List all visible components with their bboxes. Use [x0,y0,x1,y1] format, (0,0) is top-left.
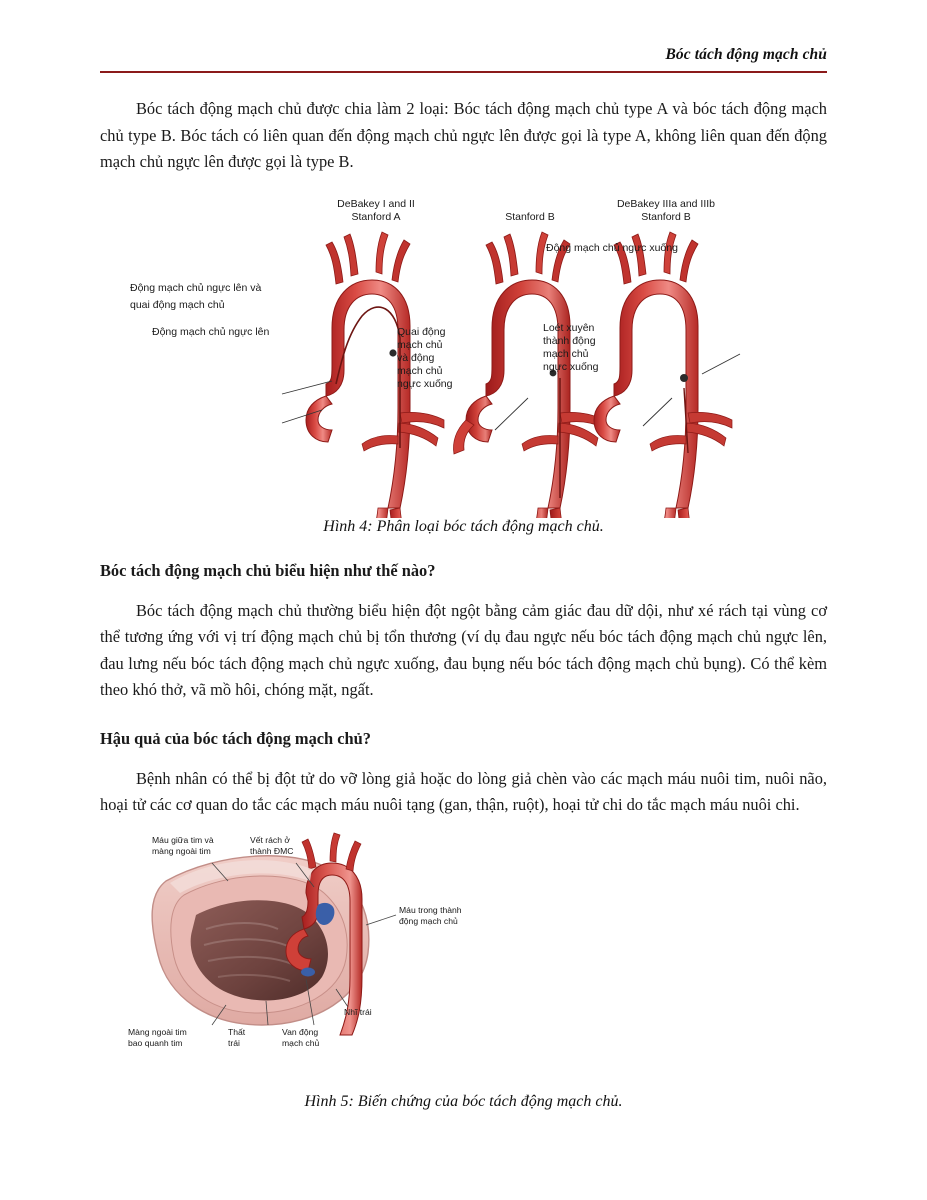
figure-4 [100,198,827,518]
figure-4-label-right [543,322,613,374]
figure-4-title-2-line2: Stanford B [505,210,555,223]
figure-5-label-1b: màng ngoài tim [152,845,211,856]
header-title: Bóc tách động mạch chủ [665,46,827,63]
figure-4-label-right-4: ngực xuống [543,360,599,373]
figure-4-label-mid-1: Quai động [397,325,446,338]
figure-4-label-mid-4: mạch chủ [397,364,443,377]
figure-5-label-aortic-valve [282,1027,352,1049]
figure-5-label-1a: Máu giữa tim và [152,834,214,845]
figure-4-label-right-2: thành động [543,334,596,347]
figure-4-title-1 [306,198,446,224]
figure-5-label-blood-pericardium [152,835,247,857]
paragraph-symptoms: Bóc tách động mạch chủ thường biểu hiện đột ngột bằng cảm giác đau dữ dội, như xé rách tại vùng cơ thể tương ứng với vị trí động mạch chủ bị tổn thương (ví dụ đau ngực nếu bóc tách động mạch chủ ngực lên, đau lưng nếu bóc tách động mạch chủ ngực xuống, đau bụng nếu bóc tách động mạch chủ bụng). Có thể kèm theo khó thở, vã mồ hôi, chóng mặt, ngất. [100,600,827,699]
figure-5-label-tear [250,835,330,857]
figure-4-label-mid-2: mạch chủ [397,338,443,351]
figure-5-label-3a: Máu trong thành [399,904,462,915]
paragraph-consequences: Bệnh nhân có thể bị đột tử do vỡ lòng giả hoặc do lòng giả chèn vào các mạch máu nuôi tim, nuôi não, hoại tử các cơ quan do tắc các mạch máu nuôi tạng (gan, thận, ruột), hoại tử chi do tắc mạch máu nuôi chi. [100,768,827,814]
figure-5-label-3b: động mạch chủ [399,915,458,926]
figure-4-caption: Hình 4: Phân loại bóc tách động mạch chủ. [323,517,604,535]
figure-5-label-2a: Vết rách ở [250,834,291,845]
figure-5-label-left-ventricle [228,1027,268,1049]
subheading-consequences: Hậu quả của bóc tách động mạch chủ? [100,728,371,748]
figure-4-label-left-2 [130,299,290,312]
figure-5-label-left-atrium [344,1007,404,1018]
figure-5-caption: Hình 5: Biến chứng của bóc tách động mạch chủ. [304,1092,623,1110]
figure-5-label-6b: mạch chủ [282,1037,320,1048]
figure-5-label-4b: bao quanh tim [128,1037,183,1048]
figure-5-label-4a: Màng ngoài tim [128,1026,187,1037]
figure-4-label-mid-5: ngực xuống [397,377,453,390]
page-header [100,46,827,80]
figure-5 [100,829,827,1079]
figure-4-title-1-line1: DeBakey I and II [337,197,415,210]
figure-4-label-mid-3: và động [397,351,435,364]
figure-4-title-2 [470,211,590,224]
figure-4-title-3-line2: Stanford B [641,210,691,223]
figure-4-label-left-1 [130,282,290,295]
figure-5-label-5b: trái [228,1037,240,1048]
figure-4-label-right-3: mạch chủ [543,347,589,360]
figure-4-label-right-1: Loét xuyên [543,321,595,334]
subheading-symptoms: Bóc tách động mạch chủ biểu hiện như thế nào? [100,560,436,580]
paragraph-intro: Bóc tách động mạch chủ được chia làm 2 loại: Bóc tách động mạch chủ type A và bóc tách động mạch chủ type B. Bóc tách có liên quan đến động mạch chủ ngực lên được gọi là type A, không liên quan đến động mạch chủ ngực lên được gọi là type B. [100,99,827,171]
figure-5-label-7: Nhĩ trái [344,1006,372,1017]
figure-4-label-mid [397,326,457,391]
figure-4-title-3 [586,198,746,224]
figure-4-label-right-top-text: Động mạch chủ ngực xuống [546,241,678,254]
figure-5-label-hematoma [399,905,499,927]
figure-5-label-2b: thành ĐMC [250,845,294,856]
figure-4-label-left-1-text: Động mạch chủ ngực lên và [130,281,262,294]
figure-4-title-3-line1: DeBakey IIIa and IIIb [616,197,716,210]
header-divider [100,71,827,73]
figure-4-label-left-3 [152,326,322,339]
figure-4-title-1-line2: Stanford A [351,210,401,223]
figure-5-label-5a: Thất [228,1026,246,1037]
figure-5-label-pericardium [128,1027,228,1049]
figure-4-label-right-top [546,242,746,255]
figure-4-label-left-2-text: quai động mạch chủ [130,298,225,311]
figure-5-label-6a: Van động [282,1026,319,1037]
page-content [100,96,827,1111]
figure-4-label-left-3-text: Động mạch chủ ngực lên [152,325,270,338]
